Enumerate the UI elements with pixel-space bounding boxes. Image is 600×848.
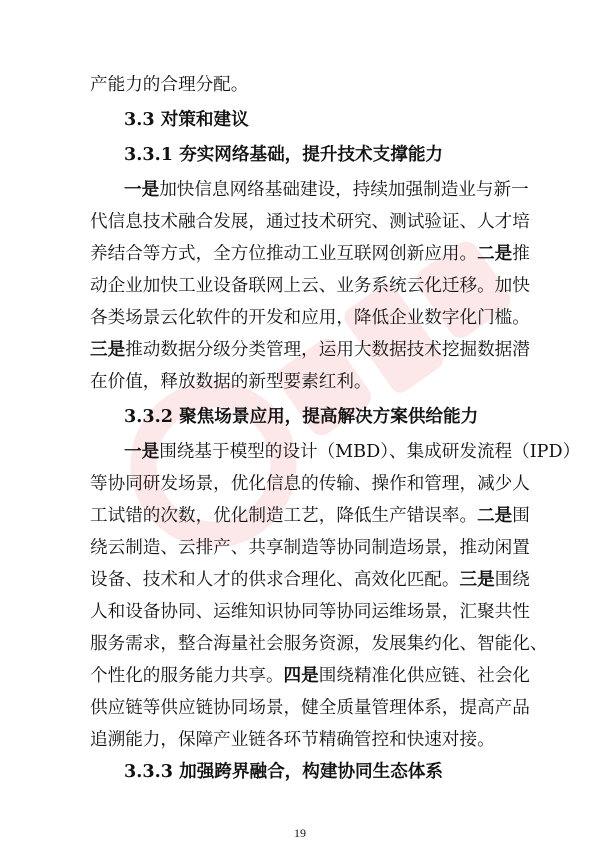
emphasis-lead: 三是 [90,339,126,360]
text-span: 围 [512,506,530,526]
emphasis-lead: 三是 [459,569,495,590]
section-heading-3-3-1: 3.3.1 夯实网络基础，提升技术支撑能力 [124,144,444,165]
paragraph-line: 在价值，释放数据的新型要素红利。 [90,372,372,392]
emphasis-lead: 一是 [124,179,160,200]
paragraph-line: 各类场景云化软件的开发和应用，降低企业数字化门槛。 [90,308,530,328]
emphasis-lead: 二是 [477,243,513,264]
paragraph-line [90,239,530,269]
text-span: 推动数据分级分类管理，运用大数据技术挖掘数据潜 [125,340,530,360]
paragraph-line [90,661,530,691]
paragraph-line [90,335,530,365]
paragraph-line: 等协同研发场景，优化信息的传输、操作和管理，减少人 [90,474,530,494]
section-heading-3-3: 3.3 对策和建议 [124,109,249,130]
paragraph-line: 追溯能力，保障产业链各环节精确管控和快速对接。 [90,730,495,750]
text-span: 推 [512,244,530,264]
emphasis-lead: 四是 [283,665,319,686]
emphasis-lead: 一是 [124,441,160,462]
text-span: 设备、技术和人才的供求合理化、高效化匹配。 [90,570,460,590]
paragraph-line: 代信息技术融合发展，通过技术研究、测试验证、人才培 [90,212,530,232]
page-number: 19 [294,826,306,840]
emphasis-lead: 二是 [477,505,513,526]
section-heading-3-3-3: 3.3.3 加强跨界融合，构建协同生态体系 [124,761,444,782]
paragraph-line: 绕云制造、云排产、共享制造等协同制造场景，推动闲置 [90,538,530,558]
text-span: 工试错的次数，优化制造工艺，降低生产错误率。 [90,506,478,526]
paragraph-line: 供应链等供应链协同场景，健全质量管理体系，提高产品 [90,698,530,718]
text-span: 围绕基于模型的设计（MBD）、集成研发流程（IPD） [159,442,581,462]
text-span: 加快信息网络基础建设，持续加强制造业与新一 [159,180,529,200]
paragraph-line [124,437,581,467]
paragraph-line: 服务需求，整合海量社会服务资源，发展集约化、智能化、 [90,634,548,654]
paragraph-line: 动企业加快工业设备联网上云、业务系统云化迁移。加快 [90,276,530,296]
text-span: 围绕 [494,570,530,590]
paragraph-line [90,565,530,595]
text-span: 个性化的服务能力共享。 [90,666,284,686]
section-heading-3-3-2: 3.3.2 聚焦场景应用，提高解决方案供给能力 [124,406,479,427]
paragraph-line [124,175,529,205]
paragraph-line [90,501,530,531]
text-line: 产能力的合理分配。 [90,75,249,95]
paragraph-line: 人和设备协同、运维知识协同等协同运维场景，汇聚共性 [90,602,530,622]
text-span: 养结合等方式，全方位推动工业互联网创新应用。 [90,244,478,264]
text-span: 围绕精准化供应链、社会化 [318,666,530,686]
